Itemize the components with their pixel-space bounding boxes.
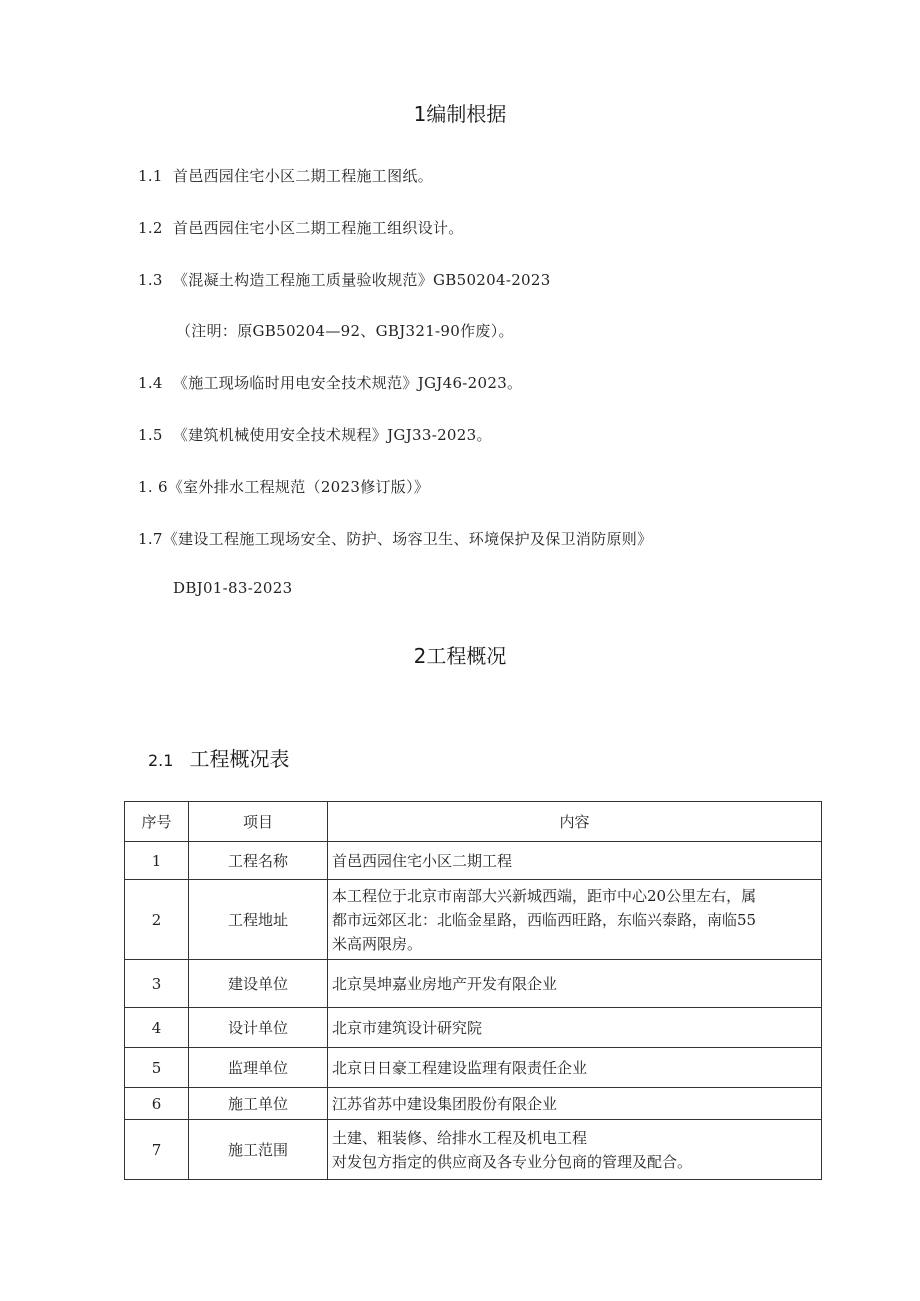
ref-item-1-5 — [138, 424, 492, 445]
row-item: 施工单位 — [189, 1088, 328, 1120]
row-no: 7 — [125, 1120, 189, 1180]
content-line: 米高两限房。 — [332, 934, 423, 953]
header-item: 项目 — [189, 802, 328, 842]
ref-item-1-4 — [138, 372, 522, 393]
row-no: 1 — [125, 842, 189, 880]
row-no: 4 — [125, 1008, 189, 1048]
content-line: 对发包方指定的供应商及各专业分包商的管理及配合。 — [332, 1152, 693, 1171]
section1-heading: 1编制根据 — [413, 102, 507, 126]
ref-item-1-6 — [138, 476, 429, 497]
content-line: 江苏省苏中建设集团股份有限企业 — [332, 1094, 558, 1113]
section2-heading: 2工程概况 — [413, 644, 507, 668]
row-no: 2 — [125, 880, 189, 960]
row-no: 3 — [125, 960, 189, 1008]
table-row — [125, 960, 822, 1008]
ref-num: 1.2 — [138, 219, 163, 237]
table-row — [125, 880, 822, 960]
subsection-heading — [148, 743, 289, 772]
row-item: 工程名称 — [189, 842, 328, 880]
ref-code — [173, 579, 292, 597]
ref-item-1-7 — [138, 528, 652, 549]
ref-note — [176, 320, 514, 341]
ref-text: 《室外排水工程规范（2023修订版）》 — [167, 478, 430, 496]
content-line: 本工程位于北京市南部大兴新城西端，距市中心20公里左右，属 — [332, 886, 757, 905]
row-content — [328, 842, 822, 880]
table-row — [125, 1088, 822, 1120]
ref-num: 1.7 — [138, 530, 163, 548]
table-row — [125, 1120, 822, 1180]
row-content — [328, 1048, 822, 1088]
ref-num: 1.3 — [138, 271, 163, 289]
row-content — [328, 880, 822, 960]
row-item: 监理单位 — [189, 1048, 328, 1088]
ref-num: 1.1 — [138, 167, 163, 185]
row-item: 工程地址 — [189, 880, 328, 960]
ref-text: 《建设工程施工现场安全、防护、场容卫生、环境保护及保卫消防原则》 — [162, 530, 653, 548]
row-no: 6 — [125, 1088, 189, 1120]
ref-text: 首邑西园住宅小区二期工程施工组织设计。 — [172, 219, 464, 237]
ref-item-1-1 — [138, 165, 433, 186]
ref-text: 《施工现场临时用电安全技术规范》JGJ46-2023。 — [172, 374, 523, 392]
ref-text: 《建筑机械使用安全技术规程》JGJ33-2023。 — [172, 426, 492, 444]
table-header-row — [125, 802, 822, 842]
row-no: 5 — [125, 1048, 189, 1088]
row-content — [328, 960, 822, 1008]
ref-num: 1. 6 — [138, 478, 168, 496]
subsection-title: 工程概况表 — [189, 747, 290, 771]
content-line: 土建、粗装修、给排水工程及机电工程 — [332, 1128, 588, 1147]
ref-num: 1.4 — [138, 374, 163, 392]
ref-item-1-2 — [138, 217, 464, 238]
row-item: 设计单位 — [189, 1008, 328, 1048]
content-line: 北京昊坤嘉业房地产开发有限企业 — [332, 974, 558, 993]
row-item: 施工范围 — [189, 1120, 328, 1180]
row-item: 建设单位 — [189, 960, 328, 1008]
header-no: 序号 — [125, 802, 189, 842]
ref-num: 1.5 — [138, 426, 163, 444]
row-content — [328, 1008, 822, 1048]
table-row — [125, 1048, 822, 1088]
ref-item-1-3 — [138, 269, 551, 290]
ref-text: 《混凝土构造工程施工质量验收规范》GB50204-2023 — [172, 271, 551, 289]
table-row — [125, 1008, 822, 1048]
overview-table — [124, 801, 822, 1180]
ref-text: 首邑西园住宅小区二期工程施工图纸。 — [172, 167, 434, 185]
ref-text: （注明：原GB50204—92、GBJ321-90作废）。 — [176, 322, 514, 340]
row-content — [328, 1088, 822, 1120]
ref-text: DBJ01-83-2023 — [173, 579, 293, 597]
table-row — [125, 842, 822, 880]
content-line: 北京日日豪工程建设监理有限责任企业 — [332, 1058, 588, 1077]
row-content — [328, 1120, 822, 1180]
content-line: 北京市建筑设计研究院 — [332, 1018, 483, 1037]
subsection-number: 2.1 — [148, 751, 174, 770]
content-line: 首邑西园住宅小区二期工程 — [332, 851, 513, 870]
header-content: 内容 — [328, 802, 822, 842]
content-line: 都市远郊区北：北临金星路，西临西旺路，东临兴泰路，南临55 — [332, 910, 757, 929]
